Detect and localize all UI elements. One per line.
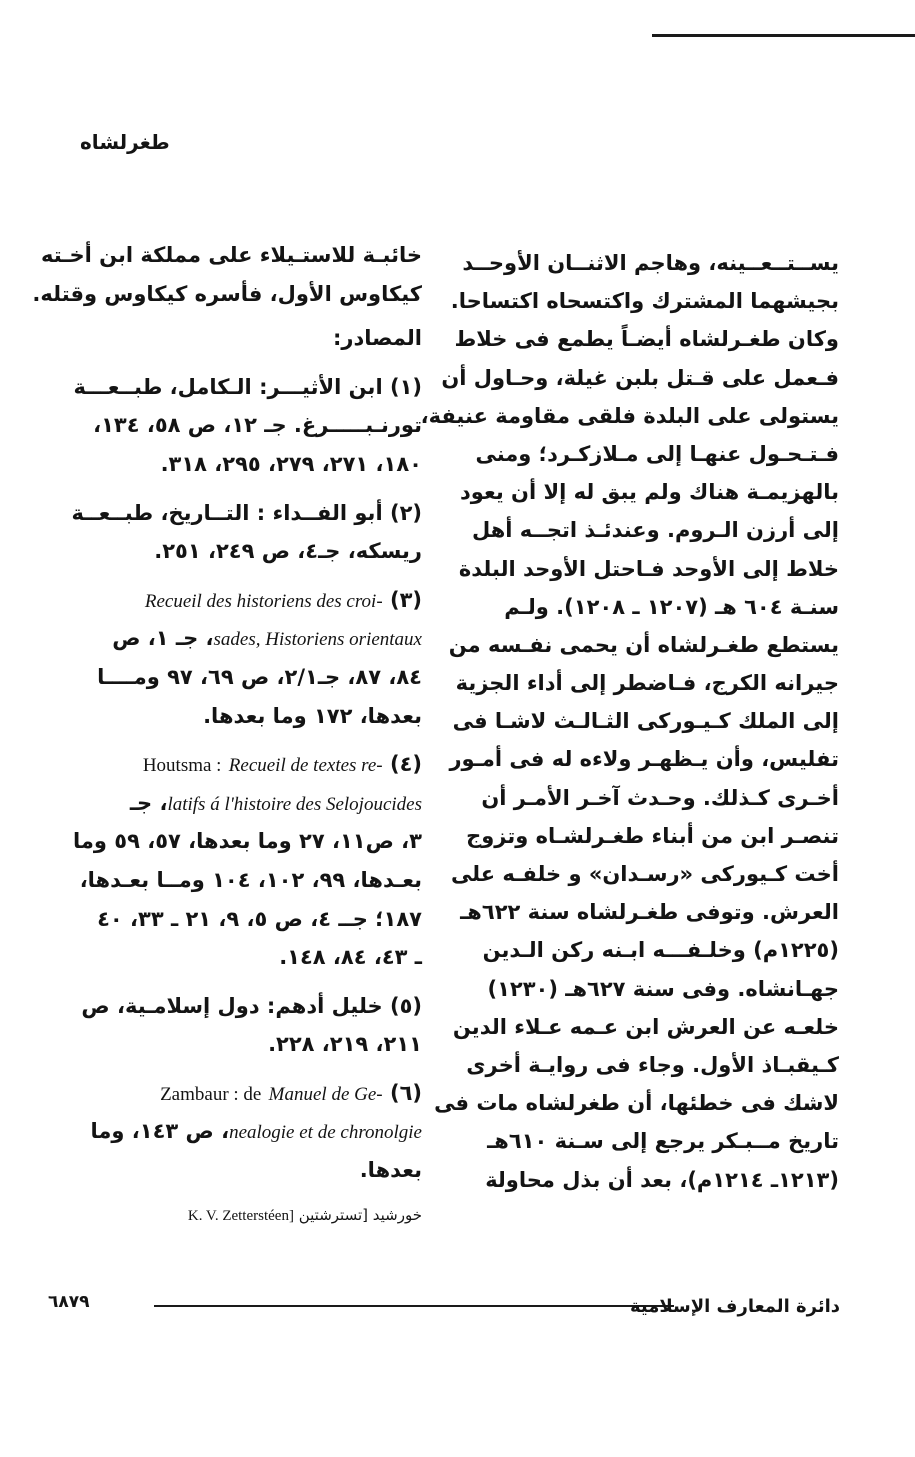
- source-line: بعـدها، ٩٩، ١٠٢، ١٠٤ ومــا بعـدها،: [79, 867, 422, 892]
- text-line: (١٢١٣ـ ١٢١٤م)، بعد أن بذل محاولة: [485, 1167, 839, 1192]
- source-line: (١) ابن الأثيـــر: الـكامل، طبــعـــة: [73, 374, 422, 399]
- text-line: فـعمل على قـتل بلبن غيلة، وحـاول أن: [441, 365, 839, 390]
- text-line: يستولى على البلدة فلقى مقاومة عنيفة،: [420, 403, 839, 428]
- source-line: ٨٤، ٨٧، جـ٢/١، ص ٦٩، ٩٧ ومــــا: [97, 664, 422, 689]
- source-4: [66, 745, 422, 977]
- source-line: ريسكه، جـ٤، ص ٢٤٩، ٢٥١.: [154, 539, 422, 564]
- text-line: العرش. وتوفى طغـرلشاه سنة ٦٢٢هـ: [460, 900, 839, 925]
- text-line: وكان طغـرلشاه أيضـاً يطمع فى خلاط: [454, 327, 839, 352]
- source-5: [66, 987, 422, 1064]
- source-line: تورنـبـــــرغ. جـ ١٢، ص ٥٨، ١٣٤،: [93, 413, 422, 438]
- source-6: [66, 1074, 422, 1190]
- source-6-pages: ، ص ١٤٣، وما: [90, 1119, 230, 1144]
- source-4-title-part1: Recueil de textes re-: [228, 755, 383, 777]
- text-line: كـيقبـاذ الأول. وجاء فى روايـة أخرى: [466, 1052, 839, 1077]
- text-line: تاريخ مــبـكر يرجع إلى سـنة ٦١٠هـ: [487, 1129, 839, 1154]
- source-2: [66, 494, 422, 571]
- source-line: ١٨٧؛ جــ ٤، ص ٥، ٩، ٢١ ـ ٣٣، ٤٠: [97, 906, 422, 931]
- text-line: تنصـر ابن من أبناء طغـرلشـاه وتزوج: [466, 823, 839, 848]
- source-line: ـ ٤٣، ٨٤، ١٤٨.: [279, 945, 422, 970]
- source-line: (٢) أبو الفــداء : التــاريخ، طبــعــة: [71, 500, 422, 525]
- text-line: جهـانشاه. وفى سنة ٦٢٧هـ (١٢٣٠): [487, 976, 839, 1001]
- left-column: [32, 236, 422, 1231]
- source-4-volume: ، جـ: [129, 790, 168, 815]
- text-line: بجيشهما المشترك واكتسحاه اكتساحا.: [450, 289, 839, 314]
- source-3: [66, 581, 422, 735]
- right-column: [420, 244, 839, 1199]
- source-3-number: (٣): [389, 587, 422, 612]
- source-line: ١٨٠، ٢٧١، ٢٧٩، ٢٩٥، ٣١٨.: [160, 451, 422, 476]
- source-1: [66, 368, 422, 484]
- source-6-title-part1: Manuel de Ge-: [268, 1083, 383, 1105]
- text-line: خلعـه عن العرش ابن عـمه عـلاء الدين: [452, 1014, 839, 1039]
- page-header-title: طغرلشاه: [80, 130, 170, 154]
- text-line: (١٢٢٥م) وخلـفـــه ابـنه ركن الـدين: [482, 938, 839, 963]
- source-4-title-part2: latifs á l'histoire des Selojoucides: [167, 793, 422, 815]
- text-line: خائبـة للاستـيلاء على مملكة ابن أخـته: [41, 243, 422, 267]
- source-line: ٣، ص١١، ٢٧ وما بعدها، ٥٧، ٥٩ وما: [73, 829, 422, 854]
- text-line: إلى الملك كـيـوركى الثـالـث لاشـا فى: [452, 709, 839, 734]
- text-line: فـتـحـول عنهـا إلى مـلازكـرد؛ ومنى: [475, 441, 839, 466]
- text-line: أخت كـيوركى «رسـدان» و خلفـه على: [450, 862, 839, 886]
- source-4-author: Houtsma :: [142, 755, 222, 777]
- text-line: إلى أرزن الـروم. وعندئـذ اتجــه أهل: [471, 518, 839, 543]
- text-line: كيكاوس الأول، فأسره كيكاوس وقتله.: [32, 281, 422, 306]
- source-line: (٥) خليل أدهم: دول إسلامـية، ص: [81, 993, 422, 1018]
- intro-paragraph: [32, 236, 422, 313]
- source-line: ٢١١، ٢١٩، ٢٢٨.: [268, 1032, 422, 1057]
- source-6-number: (٦): [389, 1080, 422, 1105]
- top-rule: [652, 34, 915, 37]
- text-line: تفليس، وأن يـظهـر ولاءه له فى أمـور: [449, 747, 839, 772]
- text-line: يستطع طغـرلشاه أن يحمى نفـسه من: [448, 632, 839, 657]
- author-credit-latin: K. V. Zetterstéen]: [187, 1207, 294, 1224]
- source-line: بعدها، ١٧٢ وما بعدها.: [203, 703, 422, 728]
- text-line: لاشك فى خطئها، أن طغرلشاه مات فى: [434, 1091, 839, 1116]
- source-3-title-part1: Recueil des historiens des croi-: [144, 590, 383, 612]
- text-line: جيرانه الكرج، فـاضطر إلى أداء الجزية: [455, 671, 839, 696]
- publication-name: دائرة المعارف الإسلامية: [629, 1296, 840, 1317]
- source-3-title-part2: sades, Historiens orientaux: [213, 629, 422, 651]
- page-number: ٦٨٧٩: [48, 1292, 90, 1312]
- text-line: سنـة ٦٠٤ هـ (١٢٠٧ ـ ١٢٠٨). ولـم: [504, 594, 839, 619]
- text-line: بالهزيمـة هناك ولم يبق له إلا أن يعود: [460, 480, 839, 505]
- text-line: يســتــعــينه، وهاجم الاثنــان الأوحــد: [462, 251, 839, 275]
- source-line: بعدها.: [359, 1158, 422, 1183]
- footer-rule: [154, 1305, 674, 1307]
- source-3-volume: ، جـ ١، ص: [112, 626, 214, 651]
- text-line: أخـرى كـذلك. وحـدث آخـر الأمـر أن: [481, 785, 839, 810]
- source-6-title-part2: nealogie et de chronolgie: [229, 1122, 422, 1144]
- source-6-author: Zambaur : de: [160, 1083, 262, 1105]
- author-credit-arabic: خورشيد [تسترشتين: [298, 1205, 422, 1224]
- sources-heading: المصادر:: [332, 326, 422, 351]
- text-line: خلاط إلى الأوحد فـاحتل الأوحد البلدة: [458, 556, 839, 581]
- page-footer: [48, 1292, 840, 1322]
- author-credit: [66, 1200, 422, 1231]
- source-4-number: (٤): [389, 752, 422, 777]
